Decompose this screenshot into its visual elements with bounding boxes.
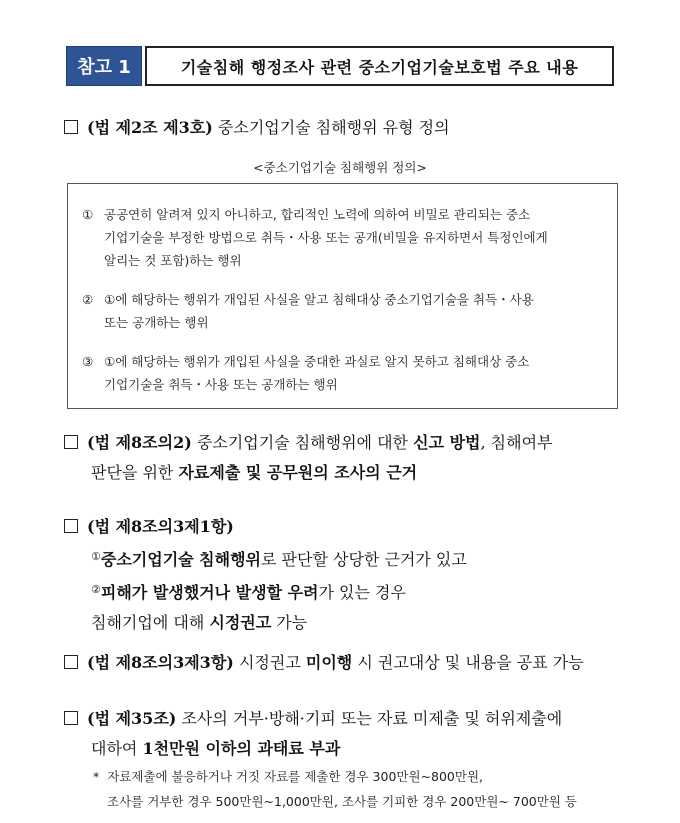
section-text: 시정권고 (233, 653, 306, 672)
section-text: 대하여 (91, 739, 143, 758)
law-reference: (법 제35조) (87, 709, 177, 728)
section-text: 로 판단할 상당한 근거가 있고 (261, 550, 467, 569)
law-reference: (법 제8조의3제3항) (87, 653, 234, 672)
section-article-35 (64, 704, 634, 764)
checkbox-bullet-icon (64, 519, 78, 533)
emphasis-text: 피해가 발생했거나 발생할 우려 (100, 583, 319, 602)
circled-number: ② (91, 583, 101, 596)
section-text: , 침해여부 (480, 433, 553, 452)
item-line: 또는 공개하는 행위 (104, 315, 209, 330)
item-line: 기업기술을 부정한 방법으로 취득・사용 또는 공개(비밀을 유지하면서 특정인에게 (104, 230, 548, 245)
law-reference: (법 제8조의3제1항) (87, 517, 234, 536)
fine-note (93, 764, 633, 814)
section-text: 조사의 거부·방해·기피 또는 자료 미제출 및 허위제출에 (176, 709, 563, 728)
checkbox-bullet-icon (64, 120, 78, 134)
checkbox-bullet-icon (64, 655, 78, 669)
law-reference: (법 제2조 제3호) (87, 118, 213, 137)
emphasis-text: 미이행 (305, 653, 353, 672)
definition-box (67, 183, 618, 409)
section-article-8-3-3 (64, 648, 634, 678)
definition-item-1 (82, 203, 604, 272)
emphasis-text: 신고 방법 (413, 433, 481, 452)
emphasis-text: 1천만원 이하의 과태료 부과 (142, 739, 341, 758)
emphasis-text: 시정권고 (209, 613, 272, 632)
note-mark: * (93, 769, 100, 784)
section-text: 중소기업기술 침해행위 유형 정의 (212, 118, 450, 137)
section-article-2 (64, 113, 634, 143)
section-text: 중소기업기술 침해행위에 대한 (191, 433, 414, 452)
reference-badge: 참고 1 (66, 46, 142, 86)
item-line: ①에 해당하는 행위가 개입된 사실을 알고 침해대상 중소기업기술을 취득・사용 (104, 292, 534, 307)
item-line: 공공연히 알려져 있지 아니하고, 합리적인 노력에 의하여 비밀로 관리되는 중소 (104, 207, 531, 222)
item-number: ③ (82, 354, 94, 369)
section-text: 가 있는 경우 (318, 583, 406, 602)
circled-number: ① (91, 550, 101, 563)
note-line: 자료제출에 불응하거나 거짓 자료를 제출한 경우 300만원~800만원, (107, 769, 484, 784)
checkbox-bullet-icon (64, 435, 78, 449)
section-text: 침해기업에 대해 (91, 613, 210, 632)
section-text: 판단을 위한 (91, 463, 179, 482)
section-text: 시 권고대상 및 내용을 공표 가능 (352, 653, 584, 672)
note-line: 조사를 거부한 경우 500만원~1,000만원, 조사를 기피한 경우 200만원~ 700만원 등 (107, 794, 577, 809)
item-number: ① (82, 207, 94, 222)
document-title: 기술침해 행정조사 관련 중소기업기술보호법 주요 내용 (145, 46, 614, 86)
emphasis-text: 중소기업기술 침해행위 (100, 550, 262, 569)
item-line: ①에 해당하는 행위가 개입된 사실을 중대한 과실로 알지 못하고 침해대상 중소 (104, 354, 530, 369)
definition-caption: <중소기업기술 침해행위 정의> (253, 160, 427, 175)
section-article-8-3-1 (64, 512, 634, 638)
law-reference: (법 제8조의2) (87, 433, 192, 452)
item-number: ② (82, 292, 94, 307)
item-line: 기업기술을 취득・사용 또는 공개하는 행위 (104, 377, 338, 392)
section-text: 가능 (271, 613, 308, 632)
definition-item-3 (82, 350, 604, 396)
item-line: 알리는 것 포함)하는 행위 (104, 253, 242, 268)
checkbox-bullet-icon (64, 711, 78, 725)
emphasis-text: 자료제출 및 공무원의 조사의 근거 (178, 463, 418, 482)
definition-item-2 (82, 288, 604, 334)
section-article-8-2 (64, 428, 634, 488)
